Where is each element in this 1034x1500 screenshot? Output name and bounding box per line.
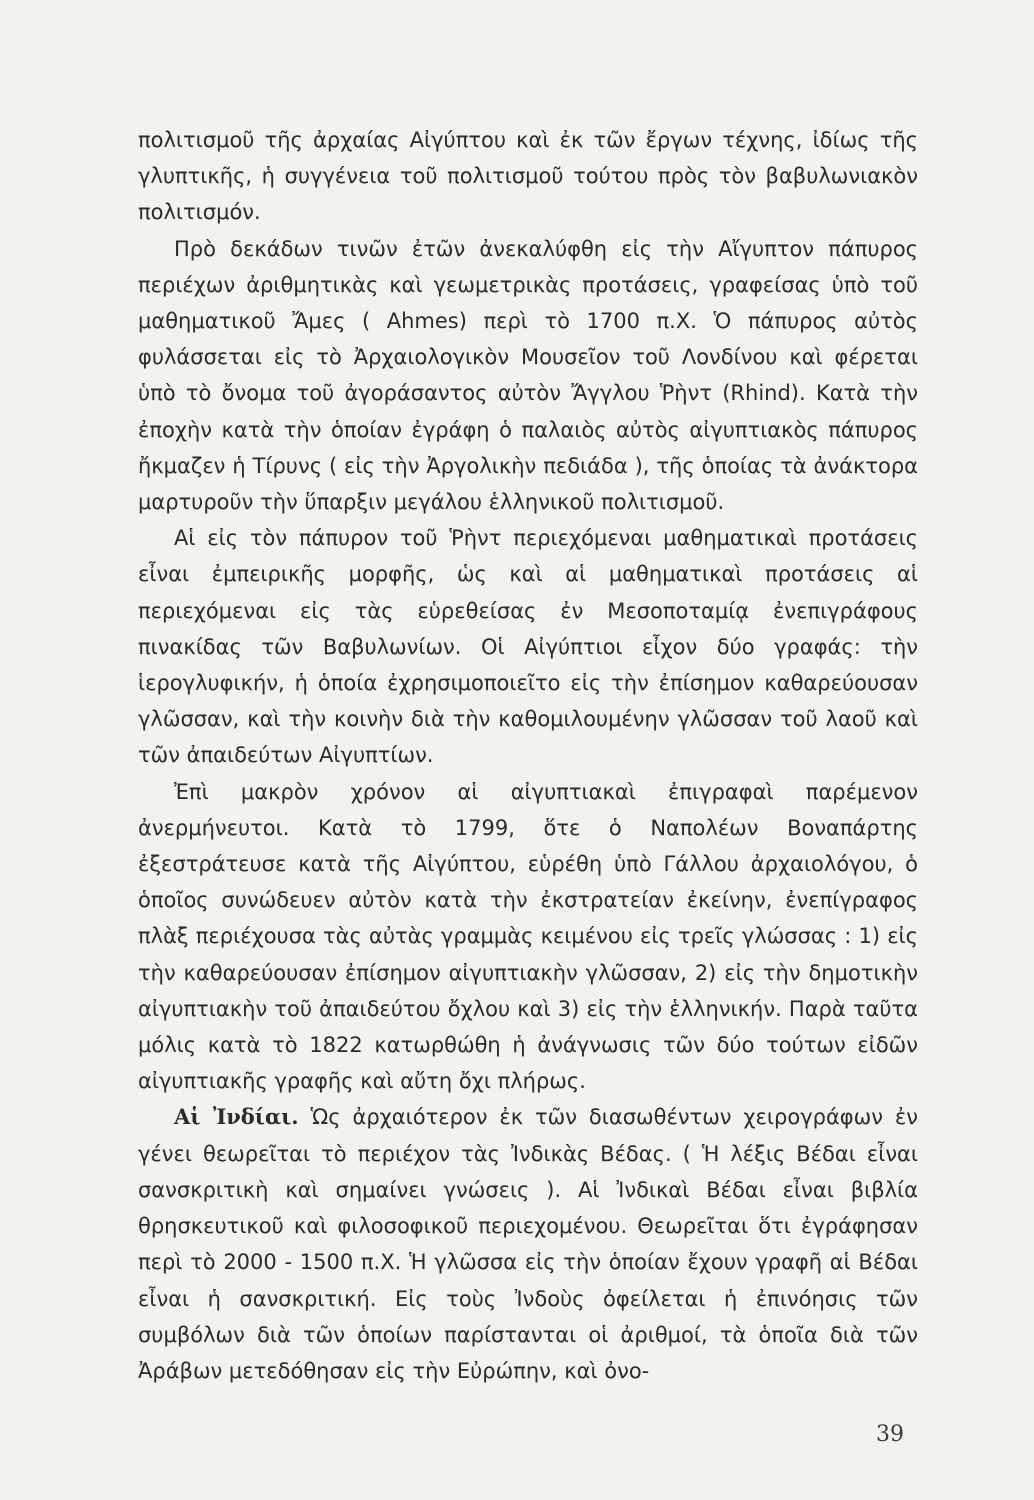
paragraph-1: πολιτισμοῦ τῆς ἀρχαίας Αἰγύπτου καὶ ἐκ τῶν ἔργων τέχνης, ἰδίως τῆς γλυπτικῆς, ἡ συγγένεια τοῦ πολιτισμοῦ τούτου πρὸς τὸν βαβυλωνιακὸν πολιτισμόν.	[138, 128, 918, 225]
section-heading: Αἱ Ἰνδίαι.	[174, 1104, 299, 1130]
paragraph-2: Πρὸ δεκάδων τινῶν ἐτῶν ἀνεκαλύφθη εἰς τὴν Αἴγυπτον πάπυρος περιέχων ἀριθμητικὰς καὶ γεωμετρικὰς προτάσεις, γραφείσας ὑπὸ τοῦ μαθηματικοῦ Ἄμες ( Ahmes) περὶ τὸ 1700 π.Χ. Ὁ πάπυρος αὐτὸς φυλάσσεται εἰς τὸ Ἀρχαιολογικὸν Μουσεῖον τοῦ Λονδίνου καὶ φέρεται ὑπὸ τὸ ὄνομα τοῦ ἀγοράσαντος αὐτὸν Ἄγγλου Ῥὴντ (Rhind). Κατὰ τὴν ἐποχὴν κατὰ τὴν ὁποίαν ἐγράφη ὁ παλαιὸς αὐτὸς αἰγυπτιακὸς πάπυρος ἤκμαζεν ἡ Τίρυνς ( εἰς τὴν Ἀργολικὴν πεδιάδα ), τῆς ὁποίας τὰ ἀνάκτορα μαρτυροῦν τὴν ὕπαρξιν μεγάλου ἑλληνικοῦ πολιτισμοῦ.	[138, 236, 918, 515]
page-number: 39	[876, 1422, 904, 1447]
body-text	[138, 122, 918, 1389]
paragraph-4: Ἐπὶ μακρὸν χρόνον αἱ αἰγυπτιακαὶ ἐπιγραφαὶ παρέμενον ἀνερμήνευτοι. Κατὰ τὸ 1799, ὅτε ὁ Ναπολέων Βοναπάρτης ἐξεστράτευσε κατὰ τῆς Αἰγύπτου, εὑρέθη ὑπὸ Γάλλου ἀρχαιολόγου, ὁ ὁποῖος συνώδευεν αὐτὸν κατὰ τὴν ἐκστρατείαν ἐκείνην, ἐνεπίγραφος πλὰξ περιέχουσα τὰς αὐτὰς γραμμὰς κειμένου εἰς τρεῖς γλώσσας : 1) εἰς τὴν καθαρεύουσαν ἐπίσημον αἰγυπτιακὴν γλῶσσαν, 2) εἰς τὴν δημοτικὴν αἰγυπτιακὴν τοῦ ἀπαιδεύτου ὄχλου καὶ 3) εἰς τὴν ἑλληνικήν. Παρὰ ταῦτα μόλις κατὰ τὸ 1822 κατωρθώθη ἡ ἀνάγνωσις τῶν δύο τούτων εἰδῶν αἰγυπτιακῆς γραφῆς καὶ αὔτη ὄχι πλήρως.	[138, 779, 918, 1094]
section-paragraph	[138, 1099, 918, 1389]
section-text: Ὡς ἀρχαιότερον ἐκ τῶν διασωθέντων χειρογράφων ἐν γένει θεωρεῖται τὸ περιέχον τὰς Ἰνδικὰς Βέδας. ( Ἡ λέξις Βέδαι εἶναι σανσκριτικὴ καὶ σημαίνει γνώσεις ). Αἱ Ἰνδικαὶ Βέδαι εἶναι βιβλία θρησκευτικοῦ καὶ φιλοσοφικοῦ περιεχομένου. Θεωρεῖται ὅτι ἐγράφησαν περὶ τὸ 2000 - 1500 π.Χ. Ἡ γλῶσσα εἰς τὴν ὁποίαν ἔχουν γραφῆ αἱ Βέδαι εἶναι ἡ σανσκριτική. Εἰς τοὺς Ἰνδοὺς ὀφείλεται ἡ ἐπινόησις τῶν συμβόλων διὰ τῶν ὁποίων παρίστανται οἱ ἀριθμοί, τὰ ὁποῖα διὰ τῶν Ἀράβων μετεδόθησαν εἰς τὴν Εὐρώπην, καὶ ὀνο-	[138, 1105, 918, 1383]
paragraph-3: Αἱ εἰς τὸν πάπυρον τοῦ Ῥὴντ περιεχόμεναι μαθηματικαὶ προτάσεις εἶναι ἐμπειρικῆς μορφῆς, ὡς καὶ αἱ μαθηματικαὶ προτάσεις αἱ περιεχόμεναι εἰς τὰς εὑρεθείσας ἐν Μεσοποταμίᾳ ἐνεπιγράφους πινακίδας τῶν Βαβυλωνίων. Οἱ Αἰγύπτιοι εἶχον δύο γραφάς: τὴν ἱερογλυφικήν, ἡ ὁποία ἐχρησιμοποιεῖτο εἰς τὴν ἐπίσημον καθαρεύουσαν γλῶσσαν, καὶ τὴν κοινὴν διὰ τὴν καθομιλουμένην γλῶσσαν τοῦ λαοῦ καὶ τῶν ἀπαιδεύτων Αἰγυπτίων.	[138, 526, 918, 768]
